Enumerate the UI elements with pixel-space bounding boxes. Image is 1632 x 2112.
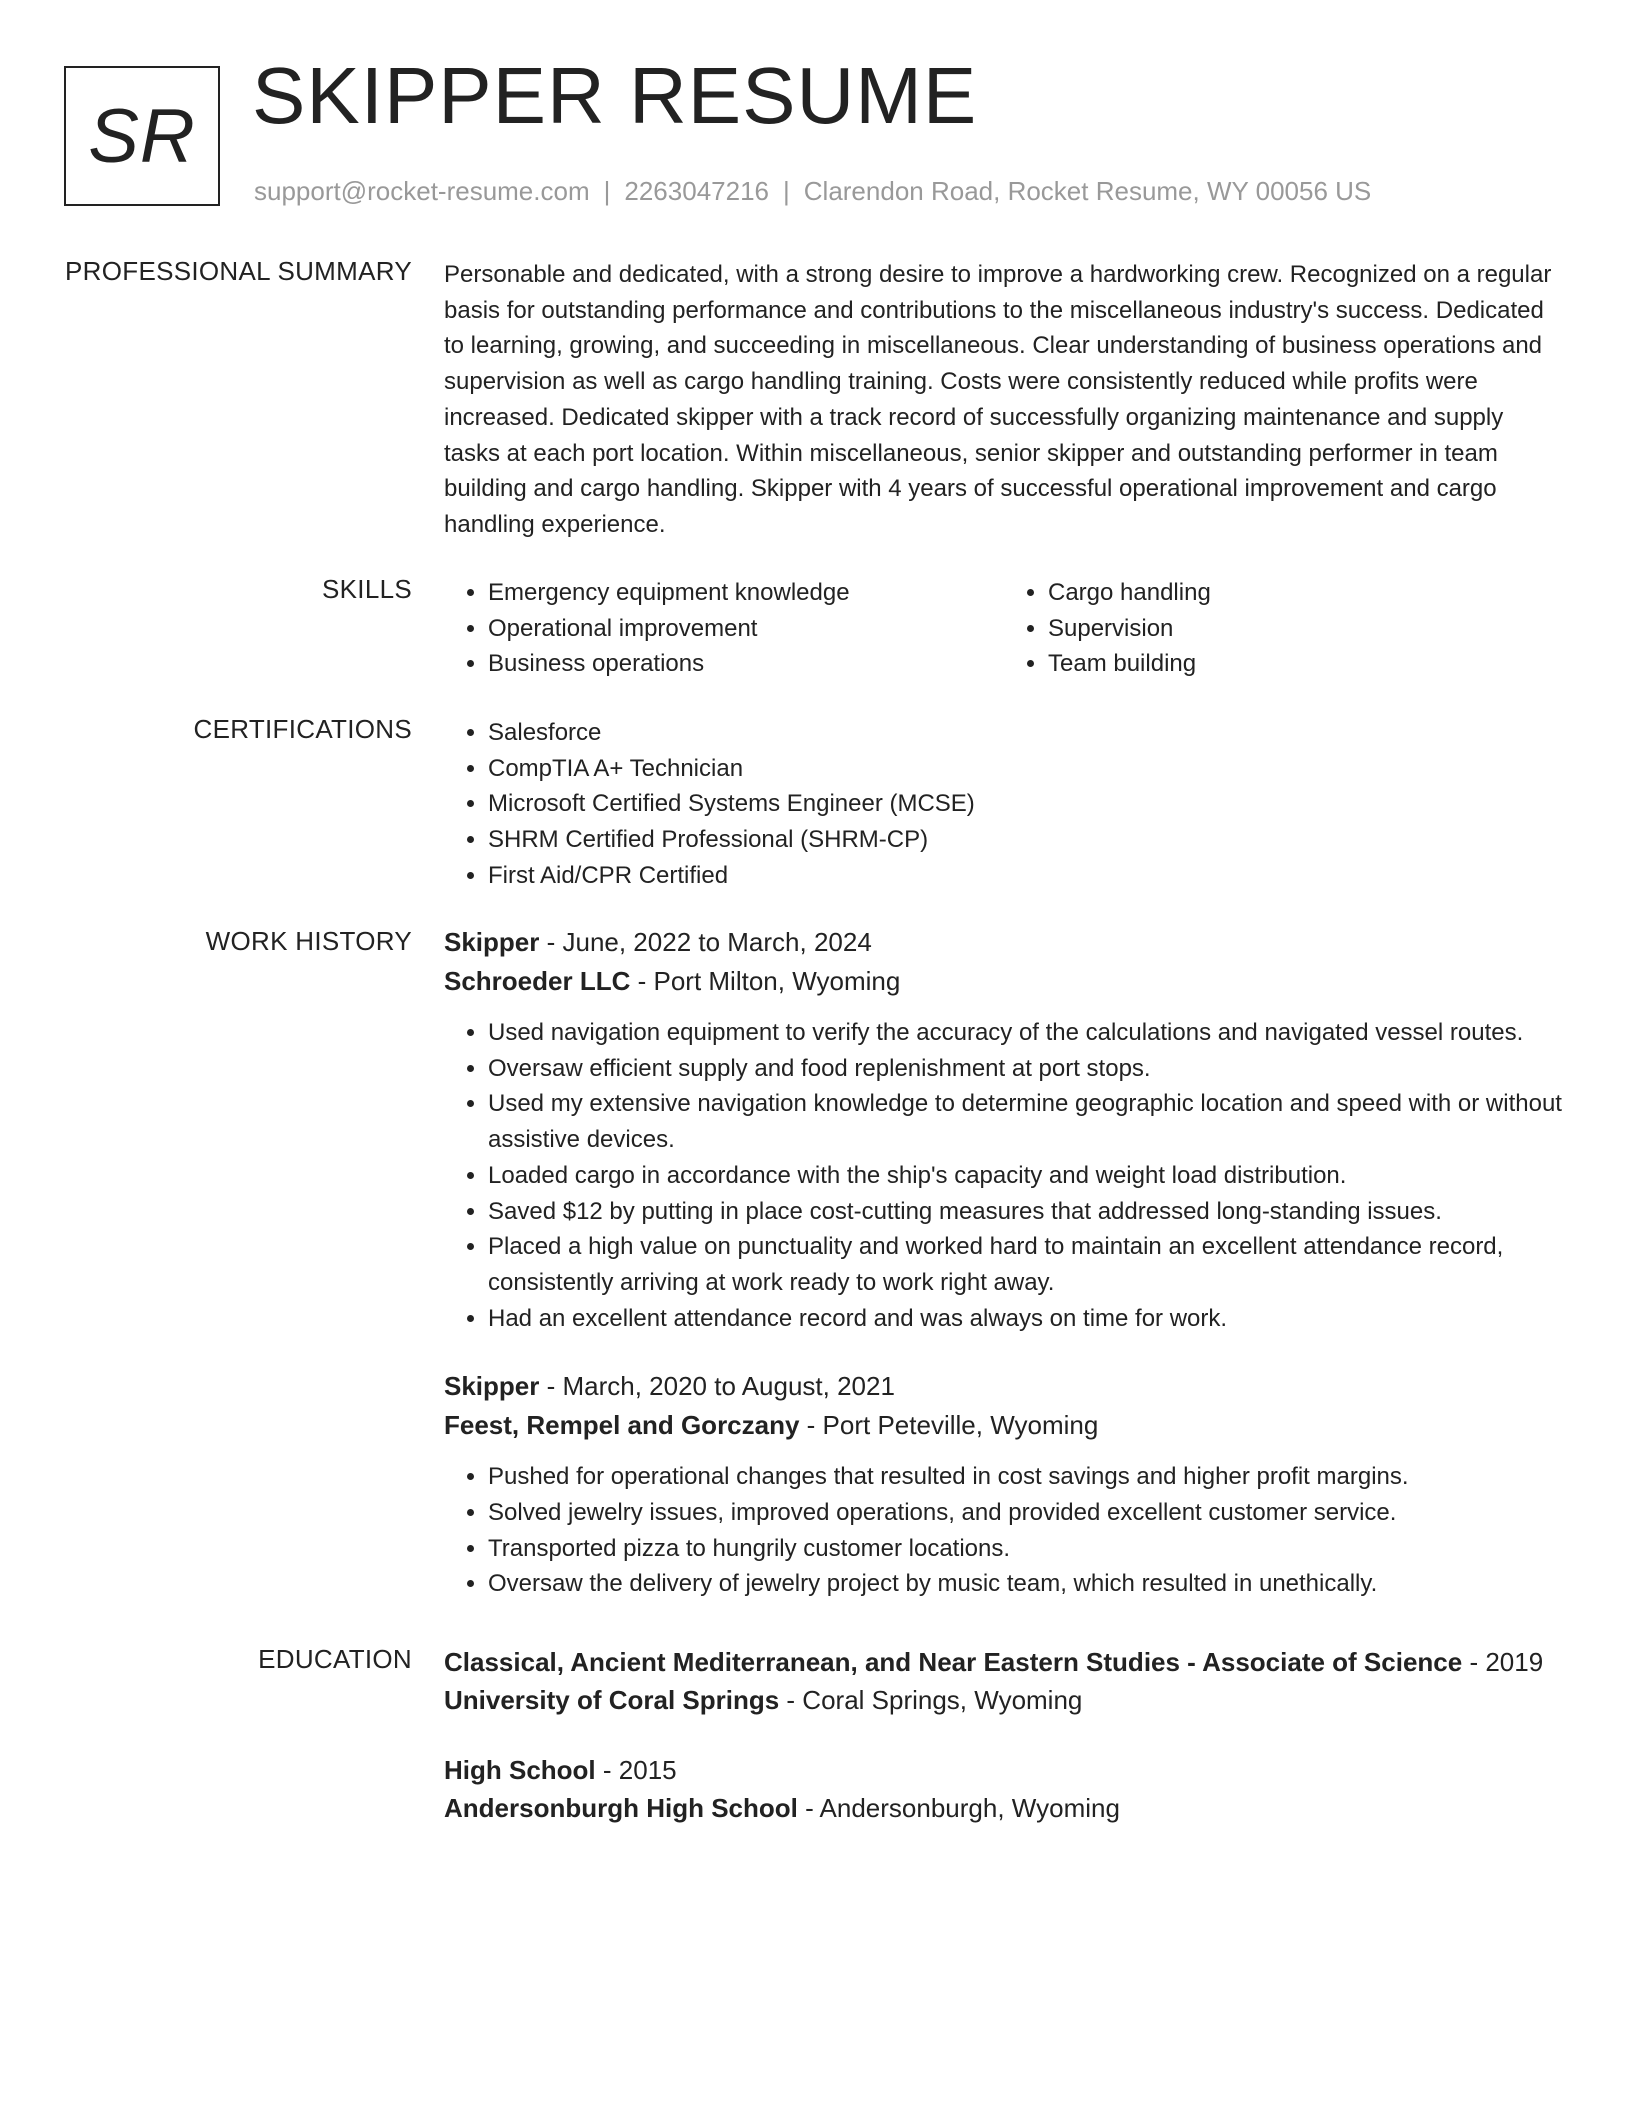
skills-list-left [444, 575, 1004, 682]
education-entry [444, 1751, 1564, 1827]
list-item: • Placed a high value on punctuality and worked hard to maintain an excellent attendance record, consistently arriving at work ready to work right away. [488, 1229, 1564, 1300]
education-year: - 2015 [595, 1755, 677, 1785]
list-item: • First Aid/CPR Certified [488, 858, 1564, 894]
resume-name: SKIPPER RESUME [252, 51, 978, 140]
list-item: • Cargo handling [1048, 575, 1564, 611]
job-location: - Port Milton, Wyoming [630, 966, 901, 996]
list-item: • Pushed for operational changes that resulted in cost savings and higher profit margins. [488, 1459, 1564, 1495]
list-item: • Business operations [488, 646, 1004, 682]
list-item: • Team building [1048, 646, 1564, 682]
job-company-line [444, 962, 1564, 1001]
list-item: • Oversaw efficient supply and food replenishment at port stops. [488, 1051, 1564, 1087]
list-item: • Loaded cargo in accordance with the ship's capacity and weight load distribution. [488, 1158, 1564, 1194]
education-school-line [444, 1681, 1564, 1719]
monogram-logo [64, 66, 220, 206]
education-degree: Classical, Ancient Mediterranean, and Near Eastern Studies - Associate of Science [444, 1647, 1463, 1677]
education-entry [444, 1643, 1564, 1719]
job-dates: - March, 2020 to August, 2021 [539, 1371, 895, 1402]
job-duties-list [444, 1459, 1564, 1602]
contact-phone: 2263047216 [624, 176, 769, 206]
education-school-line [444, 1789, 1564, 1827]
section-label-certifications: CERTIFICATIONS [193, 714, 412, 744]
job-location: - Port Peteville, Wyoming [799, 1410, 1099, 1441]
job-dates: - June, 2022 to March, 2024 [539, 927, 872, 957]
education-school: Andersonburgh High School [444, 1793, 798, 1823]
job-entry [444, 923, 1564, 1336]
job-entry [444, 1367, 1564, 1602]
section-label-skills: SKILLS [322, 574, 412, 604]
education-location: - Andersonburgh, Wyoming [797, 1793, 1120, 1823]
initials: SR [88, 93, 196, 179]
summary-text: Personable and dedicated, with a strong desire to improve a hardworking crew. Recognized on a regular basis for outstanding performance and contributions to the miscellaneous industry's success. Dedicated to learning, growing, and succeeding in miscellaneous. Clear understanding of business operations and supervision as well as cargo handling training. Costs were consistently reduced while profits were increased. Dedicated skipper with a track record of successfully organizing maintenance and supply tasks at each port location. Within miscellaneous, senior skipper and outstanding performer in team building and cargo handling. Skipper with 4 years of successful operational improvement and cargo handling experience. [444, 261, 1552, 538]
education-school: University of Coral Springs [444, 1685, 780, 1715]
education-degree-line [444, 1751, 1564, 1789]
list-item: • Solved jewelry issues, improved operations, and provided excellent customer service. [488, 1495, 1564, 1531]
job-title: Skipper [444, 1371, 540, 1402]
list-item: • Oversaw the delivery of jewelry project by music team, which resulted in unethically. [488, 1566, 1564, 1602]
job-title-line [444, 1367, 1564, 1406]
contact-separator: | [783, 176, 790, 206]
list-item: • Supervision [1048, 611, 1564, 647]
certifications-list [444, 715, 1564, 894]
education-degree: High School [444, 1755, 596, 1785]
education-location: - Coral Springs, Wyoming [779, 1685, 1083, 1715]
section-label-summary: PROFESSIONAL SUMMARY [65, 256, 412, 286]
list-item: • Microsoft Certified Systems Engineer (MCSE) [488, 786, 1564, 822]
list-item: • Salesforce [488, 715, 1564, 751]
contact-address: Clarendon Road, Rocket Resume, WY 00056 US [803, 176, 1372, 206]
job-title: Skipper [444, 927, 540, 957]
contact-line [254, 176, 1371, 207]
job-company: Schroeder LLC [444, 966, 631, 996]
education-degree-line [444, 1643, 1564, 1681]
contact-separator: | [603, 176, 611, 206]
job-title-line [444, 923, 1564, 962]
list-item: • Operational improvement [488, 611, 1004, 647]
section-label-education: EDUCATION [258, 1644, 412, 1674]
job-company-line [444, 1406, 1564, 1445]
contact-email: support@rocket-resume.com [254, 176, 590, 206]
section-label-work: WORK HISTORY [205, 926, 412, 956]
skills-list-right [1004, 575, 1564, 682]
list-item: • CompTIA A+ Technician [488, 751, 1564, 787]
list-item: • Had an excellent attendance record and was always on time for work. [488, 1301, 1564, 1337]
job-duties-list [444, 1015, 1564, 1336]
list-item: • Transported pizza to hungrily customer locations. [488, 1531, 1564, 1567]
list-item: • SHRM Certified Professional (SHRM-CP) [488, 822, 1564, 858]
education-year: - 2019 [1462, 1647, 1544, 1677]
list-item: • Emergency equipment knowledge [488, 575, 1004, 611]
list-item: • Saved $12 by putting in place cost-cutting measures that addressed long-standing issues. [488, 1194, 1564, 1230]
list-item: • Used navigation equipment to verify the accuracy of the calculations and navigated vessel routes. [488, 1015, 1564, 1051]
list-item: • Used my extensive navigation knowledge to determine geographic location and speed with or without assistive devices. [488, 1086, 1564, 1157]
job-company: Feest, Rempel and Gorczany [444, 1410, 800, 1441]
